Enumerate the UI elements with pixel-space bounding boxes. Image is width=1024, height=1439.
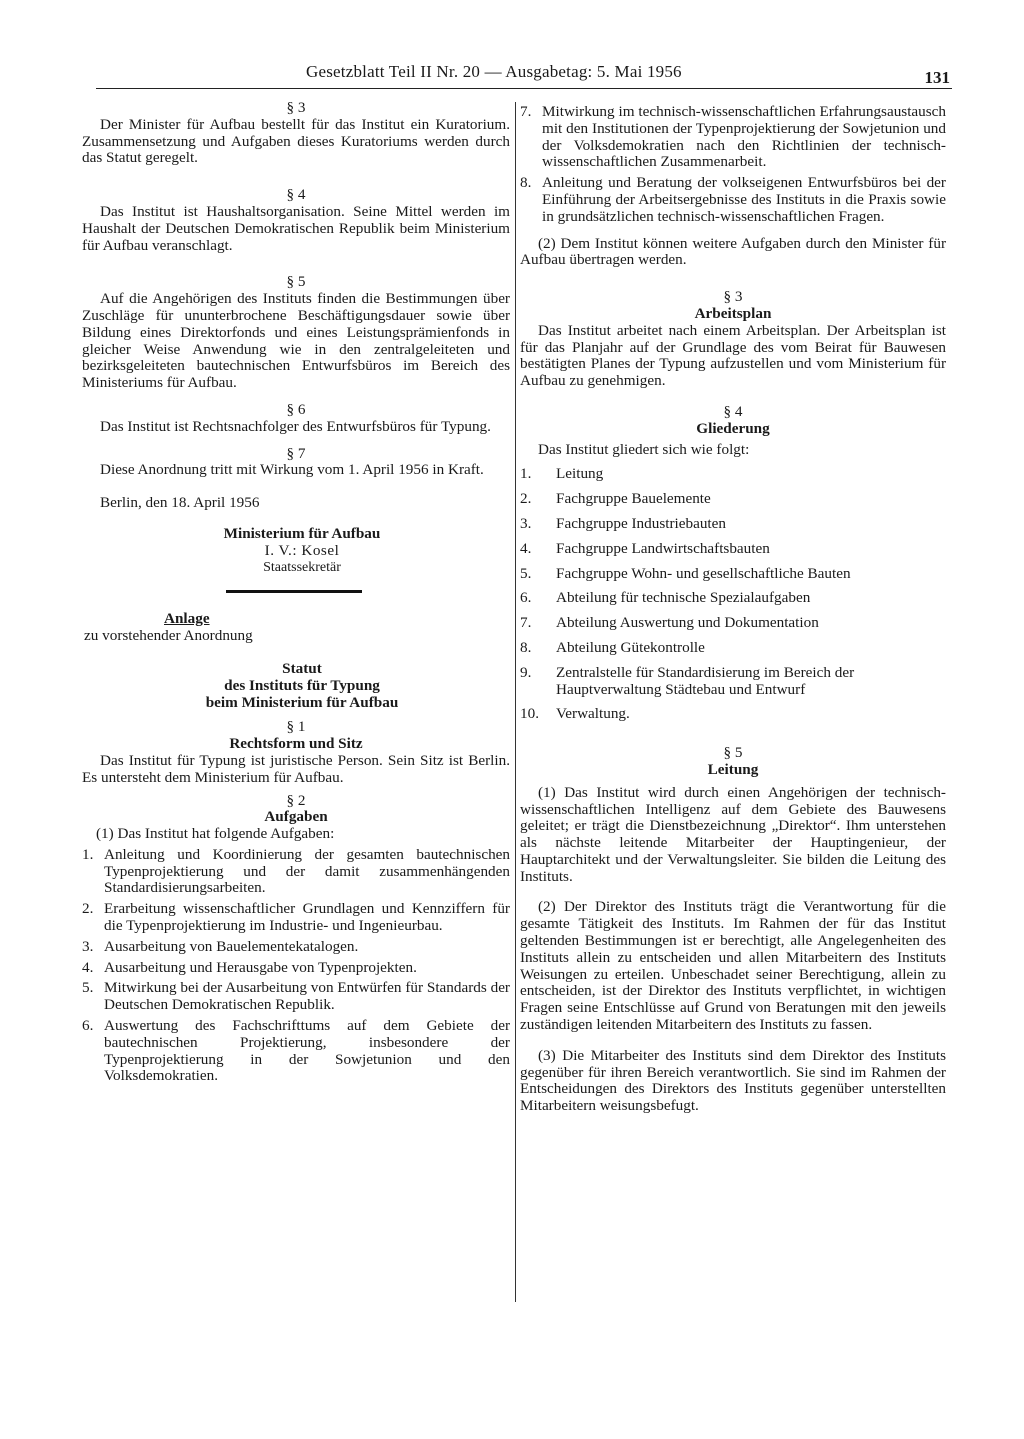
item-number: 7. [520,614,532,632]
annex-subtitle: zu vorstehender Anordnung [84,627,253,645]
list-item [520,566,946,583]
page-number: 131 [924,68,950,87]
item-text: Fachgruppe Landwirtschaftsbauten [556,539,770,557]
unit-list [520,466,946,723]
item-text: Fachgruppe Wohn- und gesellschaftliche Bauten [556,564,851,582]
paragraph: Der Minister für Aufbau bestellt für das Institut ein Kuratorium. Zusammensetzung und Aufgaben dieses Kuratoriums werden durch das Statut geregelt. [82,115,510,167]
left-column [82,100,510,1085]
column-divider [515,102,516,1302]
item-text: Ausarbeitung von Bauelementekatalogen. [104,937,359,955]
item-text: Verwaltung. [556,705,630,723]
item-number: 5. [82,979,94,997]
list-item [82,847,510,897]
item-number: 8. [520,638,532,656]
list-item [520,175,946,225]
separator-rule [226,590,362,593]
list-item [520,590,946,607]
item-number: 7. [520,103,532,120]
item-text: Abteilung für technische Spezialaufgaben [556,589,811,607]
item-number: 8. [520,174,532,192]
signatory-title: Staatssekretär [263,559,341,575]
list-item [520,491,946,508]
list-item [520,640,946,657]
signing-ministry: Ministerium für Aufbau [223,524,381,542]
item-text: Leitung [556,465,604,483]
right-column [520,100,946,1115]
statute-title-line: des Instituts für Typung [224,676,380,694]
list-item [520,516,946,533]
item-text: Mitwirkung bei der Ausarbeitung von Entwürfen für Standards der Deutschen Demokratischen Republik. [104,979,510,1014]
paragraph: (1) Das Institut hat folgende Aufgaben: [96,825,335,843]
item-text: Fachgruppe Industriebauten [556,514,726,532]
item-text: Ausarbeitung und Herausgabe von Typenprojekten. [104,958,417,976]
list-item [82,1018,510,1085]
item-number: 4. [82,958,94,976]
item-text: Auswertung des Fachschrifttums auf dem Gebiete der bautechnischen Projektierung, insbesondere der Typenprojektierung in der Sowjetunion und den Volksdemokratien. [104,1017,510,1085]
item-text: Mitwirkung im technisch-wissenschaftlichen Erfahrungsaustausch mit den Institutionen der Typenprojektierung der Sowjetunion und der Volksdemokratien nach den Richtlinien der technisch-wissenschaftlichen Zusammenarbeit. [542,103,946,171]
item-text: Abteilung Auswertung und Dokumentation [556,614,819,632]
item-number: 10. [520,705,539,723]
item-number: 1. [520,465,532,483]
section-heading: § 5 [286,273,306,291]
paragraph: Das Institut gliedert sich wie folgt: [538,440,750,458]
item-number: 3. [520,514,532,532]
item-text: Abteilung Gütekontrolle [556,638,705,656]
list-item [82,960,510,977]
paragraph: Das Institut ist Rechtsnachfolger des Entwurfsbüros für Typung. [100,417,491,435]
task-list-continued [520,104,946,226]
list-item [520,665,946,699]
section-heading: § 4 [286,186,306,204]
gazette-title: Gesetzblatt Teil II Nr. 20 — Ausgabetag: 5. Mai 1956 [306,62,682,81]
item-number: 2. [520,490,532,508]
place-date: Berlin, den 18. April 1956 [100,494,260,512]
task-list [82,847,510,1085]
item-number: 4. [520,539,532,557]
item-number: 6. [82,1017,94,1035]
list-item [82,980,510,1014]
item-number: 9. [520,663,532,681]
section-heading: § 4 [723,402,743,420]
annex-label: Anlage [164,610,210,628]
page-header [96,60,952,89]
section-heading: § 1 [286,718,306,736]
list-item [82,939,510,956]
item-number: 6. [520,589,532,607]
section-heading: § 5 [723,744,743,762]
statute-title-line: beim Ministerium für Aufbau [205,693,399,711]
item-number: 3. [82,937,94,955]
item-number: 2. [82,900,94,918]
list-item [520,615,946,632]
list-item [520,104,946,171]
list-item [520,466,946,483]
list-item [82,901,510,935]
section-heading: § 3 [286,99,306,116]
paragraph: (1) Das Institut wird durch einen Angehörigen der technisch-wissenschaftlichen Intelligenz auf dem Gebiete des Bauwesens geleitet; er trägt die Dienstbezeichnung „Direktor“. Ihm unterstehen als nächste leitende Mitarbeiter der Hauptingenieur, der Hauptarchitekt und der Verwaltungsleiter. Sie bilden die Leitung des Instituts. [520,783,946,885]
statute-title: Statut [282,659,322,677]
paragraph: (3) Die Mitarbeiter des Instituts sind dem Direktor des Instituts gegenüber für ihren Bereich verantwortlich. Sie sind im Rahmen der Entscheidungen des Direktors des Instituts gegenüber unterstellten Mitarbeitern weisungsbefugt. [520,1046,946,1115]
paragraph: Auf die Angehörigen des Instituts finden die Bestimmungen über Zuschläge für ununterbrochene Beschäftigungsdauer sowie über Bildung eines Direktorfonds und eines Leistungsprämienfonds in gleicher Weise Anwendung wie in den zentralgeleiteten und bezirksgeleiteten bautechnischen Entwurfsbüros im Bereich des Ministeriums für Aufbau. [82,290,510,392]
section-heading: § 2 [286,791,306,809]
item-text: Fachgruppe Bauelemente [556,490,711,508]
section-heading: § 3 [723,288,743,306]
section-title: Gliederung [696,419,770,437]
list-item [520,541,946,558]
section-heading: § 6 [286,400,306,418]
paragraph: Das Institut arbeitet nach einem Arbeitsplan. Der Arbeitsplan ist für das Planjahr auf der Grundlage des vom Beirat für Bauwesen bestätigten Planes der Typung aufzustellen und vom Ministerium für Aufbau zu genehmigen. [520,321,946,390]
item-text: Anleitung und Koordinierung der gesamten bautechnischen Typenprojektierung und der damit zusammenhängenden Standardisierungsarbeiten. [104,845,510,897]
section-title: Aufgaben [264,808,328,826]
signatory: I. V.: Kosel [264,541,340,559]
paragraph: (2) Der Direktor des Instituts trägt die Verantwortung für die gesamte Tätigkeit des Instituts. Im Rahmen der für das Institut geltenden Bestimmungen ist er berechtigt, alle Angelegenheiten des Instituts allein zu entscheiden und allen Mitarbeitern des Instituts Weisungen zu erteilen. Unbeschadet seiner Berechtigung, allein zu entscheiden, ist der Direktor des Instituts verpflichtet, in wichtigen Fragen seine Entschlüsse auf Grund von Beratungen mit den jeweils zuständigen leitenden Mitarbeitern des Instituts zu fassen. [520,898,946,1034]
item-number: 1. [82,845,94,863]
section-title: Leitung [707,760,759,778]
paragraph: (2) Dem Institut können weitere Aufgaben durch den Minister für Aufbau übertragen werden. [520,234,946,269]
item-text: Anleitung und Beratung der volkseigenen Entwurfsbüros bei der Einführung der Arbeitsergebnisse des Instituts in die Praxis sowie in grundsätzlichen technisch-wissenschaftlichen Fragen. [542,174,946,225]
item-text: Erarbeitung wissenschaftlicher Grundlagen und Kennziffern für die Typenprojektierung im Industrie- und Ingenieurbau. [104,900,510,935]
item-number: 5. [520,564,532,582]
paragraph: Das Institut ist Haushaltsorganisation. Seine Mittel werden im Haushalt der Deutschen Demokratischen Republik beim Ministerium für Aufbau veranschlagt. [82,202,510,254]
paragraph: Diese Anordnung tritt mit Wirkung vom 1. April 1956 in Kraft. [100,461,484,479]
section-heading: § 7 [286,444,306,462]
section-title: Rechtsform und Sitz [229,735,363,753]
item-text: Zentralstelle für Standardisierung im Bereich der Hauptverwaltung Städtebau und Entwurf [556,663,855,698]
section-title: Arbeitsplan [694,304,772,322]
list-item [520,706,946,723]
paragraph: Das Institut für Typung ist juristische Person. Sein Sitz ist Berlin. Es untersteht dem Ministerium für Aufbau. [82,751,510,786]
